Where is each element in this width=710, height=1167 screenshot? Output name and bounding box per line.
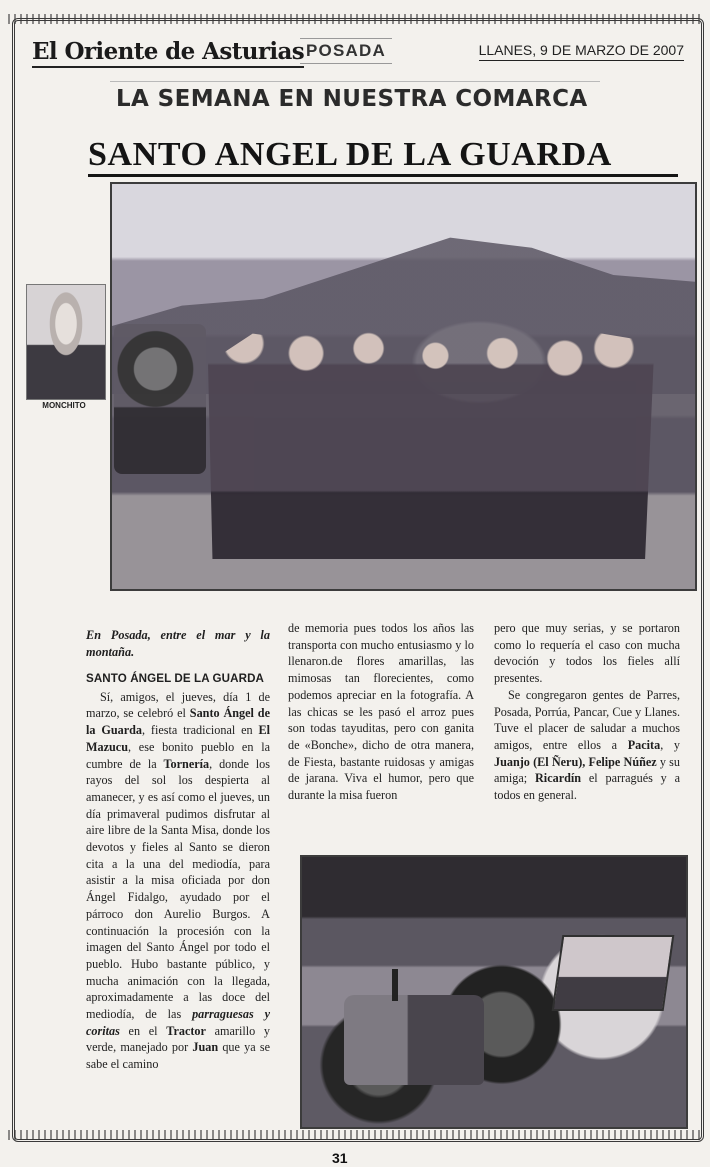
tractor-exhaust [392,969,398,1001]
people-group [208,314,654,559]
text-run: en el [119,1023,167,1038]
text-run: el parragués y a todos en general. [494,771,681,803]
newspaper-brand: El Oriente de Asturias [32,38,305,65]
text-run-bold: Santo Ángel de la Guarda [86,706,270,738]
tractor-silhouette [114,324,206,474]
page-number: 31 [332,1150,348,1166]
article-paragraph-4 [494,687,680,804]
article-paragraph-2: de memoria pues todos los años las transporta con mucho entusiasmo y lo llenaron.de flores amarillas, las mimosas tan florecientes, como podemos apreciar en la fotografía. A las chicas se les pasó el arroz pues son todas tayuditas, pero con ganita de «Bonche», dicho de otra manera, de Fiesta, bastante ruidosas y amigas de jarana. Viva el humor, pero que durante la misa fueron [288,621,474,803]
text-run-bold: Ricardín [535,771,582,786]
text-run-italic-bold: parraguesas y coritas [86,1007,270,1038]
text-run: Se congregaron gentes de Parres, Posada, Porrúa, Pancar, Cue y Llanes. Tuve el placer de saludar a muchos amigos, entre ellos a [494,687,680,752]
bottom-border-ornament [8,1130,702,1140]
text-run: y su amiga; [494,754,680,786]
article-section-title: SANTO ÁNGEL DE LA GUARDA [86,672,265,685]
text-run: Sí, amigos, el jueves, día 1 de marzo, se celebró el [86,689,270,721]
masthead [28,36,688,70]
article-column-3 [494,620,680,804]
article-column-1 [86,627,270,1073]
dateline: LLANES, 9 DE MARZO DE 2007 [479,42,684,61]
columnist-portrait [26,284,106,400]
portrait-caption: MONCHITO [42,401,86,410]
text-run-bold: Juanjo (El Ñeru), Felipe Núñez [494,754,657,769]
text-run: , y [660,737,680,752]
text-run-bold: Pacita [627,737,661,752]
text-run-bold: El Mazucu [86,723,270,754]
page-subhead: LA SEMANA EN NUESTRA COMARCA [116,86,594,112]
group-photo [110,182,697,591]
tractor-photo [300,855,688,1129]
text-run-bold: Tractor [166,1023,206,1038]
text-run: amarillo y verde, manejado por [86,1023,270,1055]
text-run: , ese bonito pueblo en la cumbre de la [86,739,270,771]
text-run: que ya se sabe el camino [86,1040,270,1072]
text-run-bold: Juan [192,1040,219,1055]
tractor-body [344,995,484,1085]
trailer-shape [552,935,675,1011]
article-lead: En Posada, entre el mar y la montaña. [86,628,270,659]
page-title: SANTO ANGEL DE LA GUARDA [88,136,682,174]
article-paragraph-3: pero que muy serias, y se portaron como lo requería el caso con mucha devoción y todos los fieles allí presentes. [494,621,680,686]
text-run: , donde los rayos del sol los despierta al amanecer, y es así como el jueves, un día primaveral pudimos disfrutar al aire libre de la Santa Misa, donde los devotos y fieles al Santo se dieron cita a la una del mediodía, para asistir a la misa oficiada por don Ángel Fidalgo, ayudado por el párroco don Aurelio Burgos. A continuación la procesión con la imagen del Santo Ángel por todo el pueblo. Hubo bastante público, y mucha animación con la llegada, aproximadamente a las doce del mediodía, de las [86,756,270,1022]
article-column-2 [288,620,474,804]
text-run: , fiesta tradicional en [141,723,259,738]
section-label: POSADA [300,38,392,64]
text-run-bold: Tornería [163,756,210,771]
article-paragraph-1 [86,689,270,1073]
